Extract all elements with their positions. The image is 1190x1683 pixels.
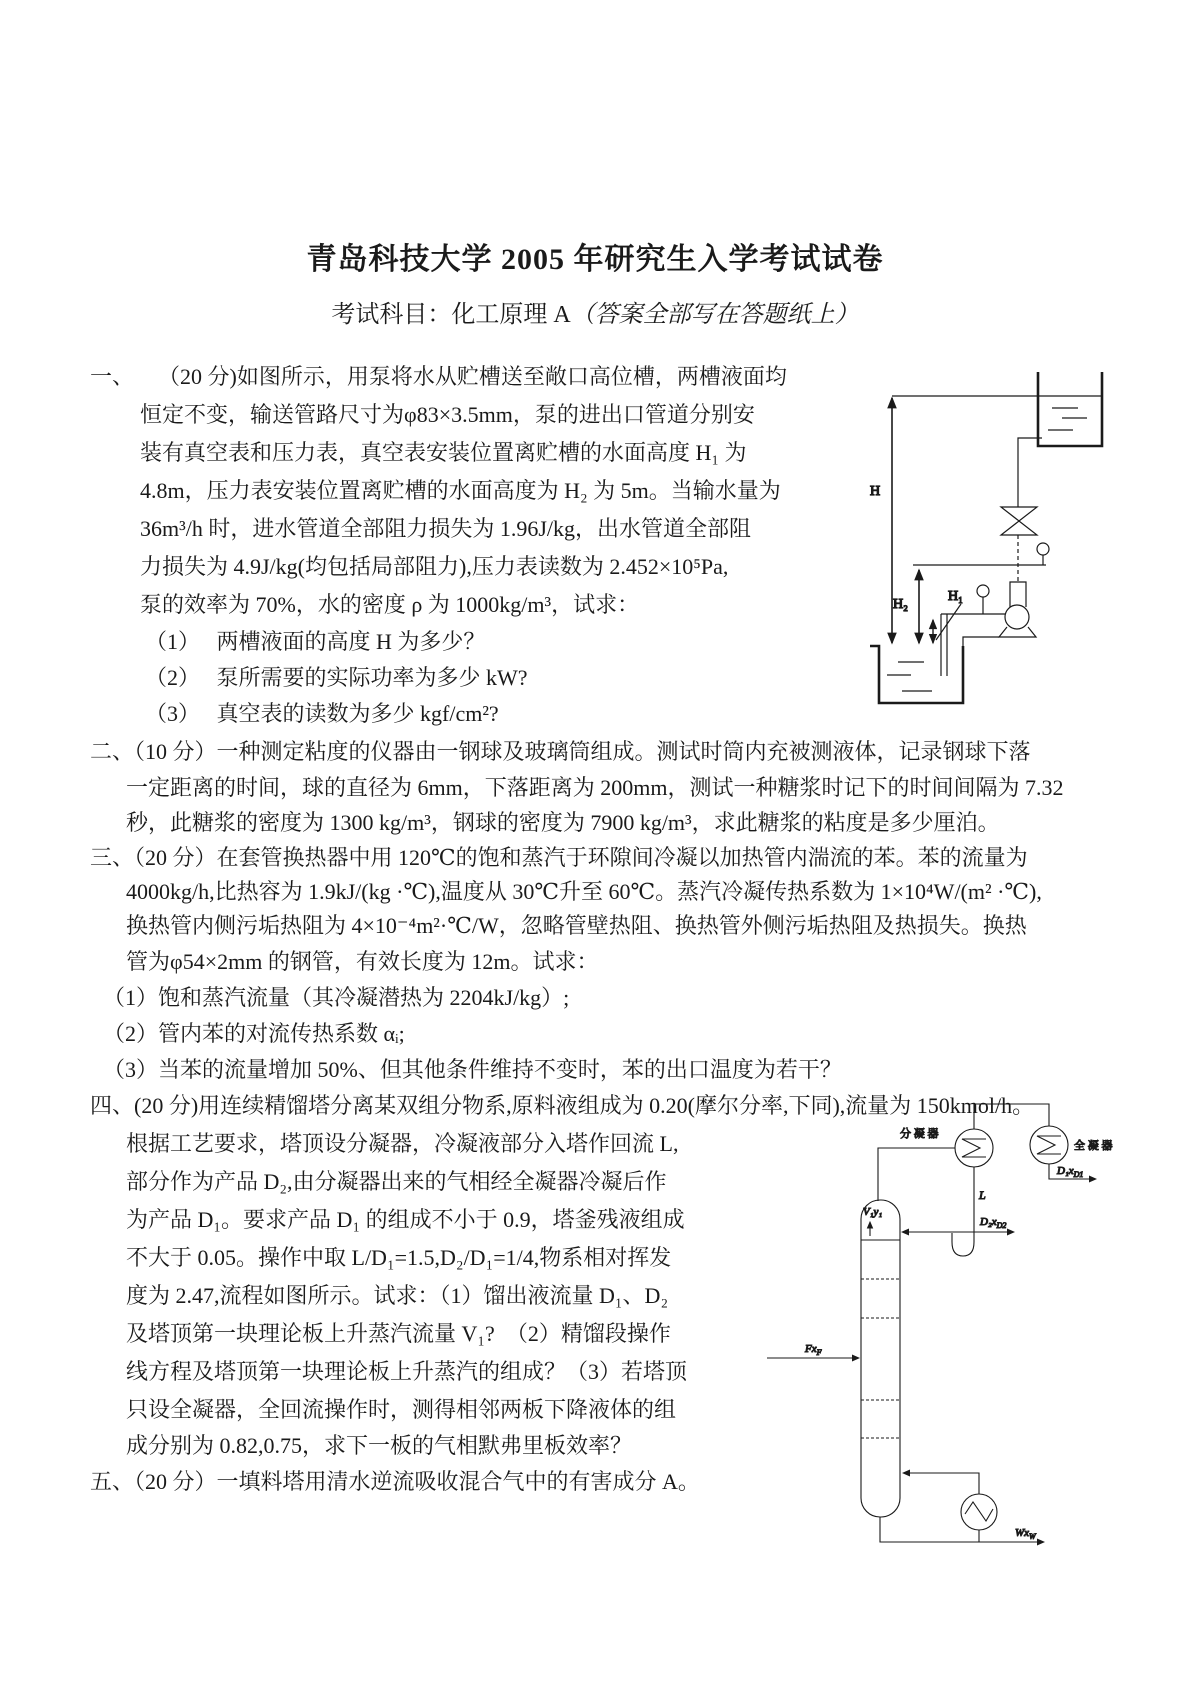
q4-line: 不大于 0.05。操作中取 L/D₁=1.5,D₂/D₁=1/4,物系相对挥发: [126, 1245, 672, 1270]
q1-line: 4.8m，压力表安装位置离贮槽的水面高度为 H₂ 为 5m。当输水量为: [140, 478, 781, 503]
q1-line: 力损失为 4.9J/kg(均包括局部阻力),压力表读数为 2.452×10⁵Pa,: [140, 554, 729, 579]
label-D2xD2: $D_2x_{D2}$: [980, 1216, 1007, 1230]
q3-line: 三、（20 分）在套管换热器中用 120℃的饱和蒸汽于环隙间冷凝以加热管内湍流的苯。苯的流量为: [90, 845, 1028, 870]
label-H2: H₂: [893, 597, 908, 612]
d1-arrowhead: [1089, 1176, 1097, 1183]
q4-line: 线方程及塔顶第一块理论板上升蒸汽的组成？（3）若塔顶: [126, 1359, 688, 1384]
q4-line: 成分别为 0.82,0.75，求下一板的气相默弗里板效率？: [126, 1433, 633, 1458]
subject-note: （答案全部写在答题纸上）: [570, 302, 859, 328]
q4-line: 只设全凝器，全回流操作时，测得相邻两板下降液体的组: [126, 1397, 677, 1422]
q1-item: （2） 泵所需要的实际功率为多少 kW?: [145, 665, 528, 690]
suction-pipe: [941, 614, 947, 676]
feed-arrowhead: [852, 1355, 860, 1362]
q5-line: 五、（20 分）一填料塔用清水逆流吸收混合气中的有害成分 A。: [90, 1469, 700, 1494]
pump-system-diagram: [790, 350, 1120, 720]
label-WxW: $Wx_W$: [1015, 1527, 1036, 1541]
discharge-pipe: [1018, 438, 1042, 507]
q2-line: 二、（10 分）一种测定粘度的仪器由一钢球及玻璃筒组成。测试时筒内充被测液体，记录钢球下落: [90, 739, 1031, 764]
upper-tank-water-marks: [1048, 408, 1087, 430]
label-partial-condenser: 分 凝 器: [900, 1128, 939, 1140]
q3-item: （3）当苯的流量增加 50%、但其他条件维持不变时，苯的出口温度为若干？: [103, 1057, 842, 1082]
q4-line: 四、(20 分)用连续精馏塔分离某双组分物系,原料液组成为 0.20(摩尔分率,下同),流量为 150kmol/h。: [90, 1093, 1035, 1118]
q1-line: 恒定不变，输送管路尺寸为φ83×3.5mm，泵的进出口管道分别安: [140, 402, 755, 427]
pump-platform-line: [963, 637, 999, 646]
d2-arrowhead-into-column: [901, 1229, 909, 1236]
label-H: H: [870, 484, 881, 499]
valve-icon: [1001, 507, 1037, 535]
q1-line: （20 分)如图所示，用泵将水从贮槽送至敞口高位槽，两槽液面均: [158, 364, 787, 389]
vacuum-gauge-icon: [977, 585, 989, 614]
q4-line: 为产品 D₁。要求产品 D₁ 的组成不小于 0.9，塔釜残液组成: [126, 1207, 685, 1232]
q1-marker: 一、: [90, 364, 135, 389]
reflux-line: [952, 1167, 974, 1256]
upper-tank: [1038, 372, 1102, 446]
page-title: 青岛科技大学 2005 年研究生入学考试试卷: [306, 243, 884, 276]
storage-tank: [870, 646, 963, 703]
q1-item: （1） 两槽液面的高度 H 为多少？: [145, 629, 486, 654]
column-trays-dashed: [861, 1279, 900, 1438]
q3-line: 换热管内侧污垢热阻为 4×10⁻⁴m²·℃/W，忽略管壁热阻、换热管外侧污垢热阻及热损失。换热: [126, 913, 1027, 938]
q1-item: （3） 真空表的读数为多少 kgf/cm²?: [145, 701, 499, 726]
pump-icon: [999, 582, 1036, 637]
q1-line: 36m³/h 时，进水管道全部阻力损失为 1.96J/kg，出水管道全部阻: [140, 516, 751, 541]
subject-line: [0, 294, 1190, 329]
q4-line: 及塔顶第一块理论板上升蒸汽流量 V₁? （2）精馏段操作: [126, 1321, 671, 1346]
q4-line: 度为 2.47,流程如图所示。试求：（1）馏出液流量 D₁、D₂: [126, 1283, 669, 1308]
q3-line: 4000kg/h,比热容为 1.9kJ/(kg ·℃),温度从 30℃升至 60℃。蒸汽冷凝传热系数为 1×10⁴W/(m² ·℃),: [126, 879, 1042, 904]
h1-leader-line: [936, 604, 961, 640]
label-V1y1: V₁y₁: [863, 1206, 883, 1218]
bottoms-arrowhead: [1037, 1539, 1045, 1546]
label-H1: H₁: [948, 589, 963, 604]
q3-item: （2）管内苯的对流传热系数 αᵢ;: [103, 1021, 405, 1046]
overhead-vapor-line: [878, 1148, 956, 1201]
d2-arrowhead-out: [1007, 1229, 1015, 1236]
total-condenser-icon: [1030, 1126, 1068, 1164]
q2-line: 秒，此糖浆的密度为 1300 kg/m³，钢球的密度为 7900 kg/m³，求此糖浆的粘度是多少厘泊。: [126, 810, 1000, 835]
reboiler-return-line: [906, 1473, 979, 1494]
pressure-gauge-icon: [1037, 543, 1049, 565]
storage-tank-water-marks: [887, 662, 932, 691]
q1-line: 泵的效率为 70%，水的密度 ρ 为 1000kg/m³，试求：: [140, 592, 640, 617]
label-D1xD1: $D_1x_{D1}$: [1057, 1165, 1084, 1179]
column-shell: [861, 1200, 900, 1517]
partial-condenser-icon: [955, 1129, 993, 1167]
subject-prefix: 考试科目：化工原理 A: [331, 302, 571, 328]
q3-item: （1）饱和蒸汽流量（其冷凝潜热为 2204kJ/kg）;: [103, 985, 570, 1010]
q4-line: 部分作为产品 D₂,由分凝器出来的气相经全凝器冷凝后作: [126, 1169, 667, 1194]
label-FxF: $Fx_F$: [805, 1343, 822, 1357]
reboiler-return-arrowhead: [902, 1470, 910, 1477]
label-total-condenser: 全 凝 器: [1074, 1140, 1113, 1152]
q2-line: 一定距离的时间，球的直径为 6mm，下落距离为 200mm，测试一种糖浆时记下的时间间隔为 7.32: [126, 775, 1064, 800]
q1-line: 装有真空表和压力表，真空表安装位置离贮槽的水面高度 H₁ 为: [140, 440, 747, 465]
q4-line: 根据工艺要求，塔顶设分凝器，冷凝液部分入塔作回流 L,: [126, 1131, 679, 1156]
label-L: L: [979, 1188, 986, 1202]
q3-line: 管为φ54×2mm 的钢管，有效长度为 12m。试求：: [126, 949, 599, 974]
reboiler-icon: [961, 1494, 997, 1542]
distillation-flowsheet-diagram: [760, 1095, 1113, 1565]
vapor-to-total-condenser-line: [974, 1104, 1049, 1129]
